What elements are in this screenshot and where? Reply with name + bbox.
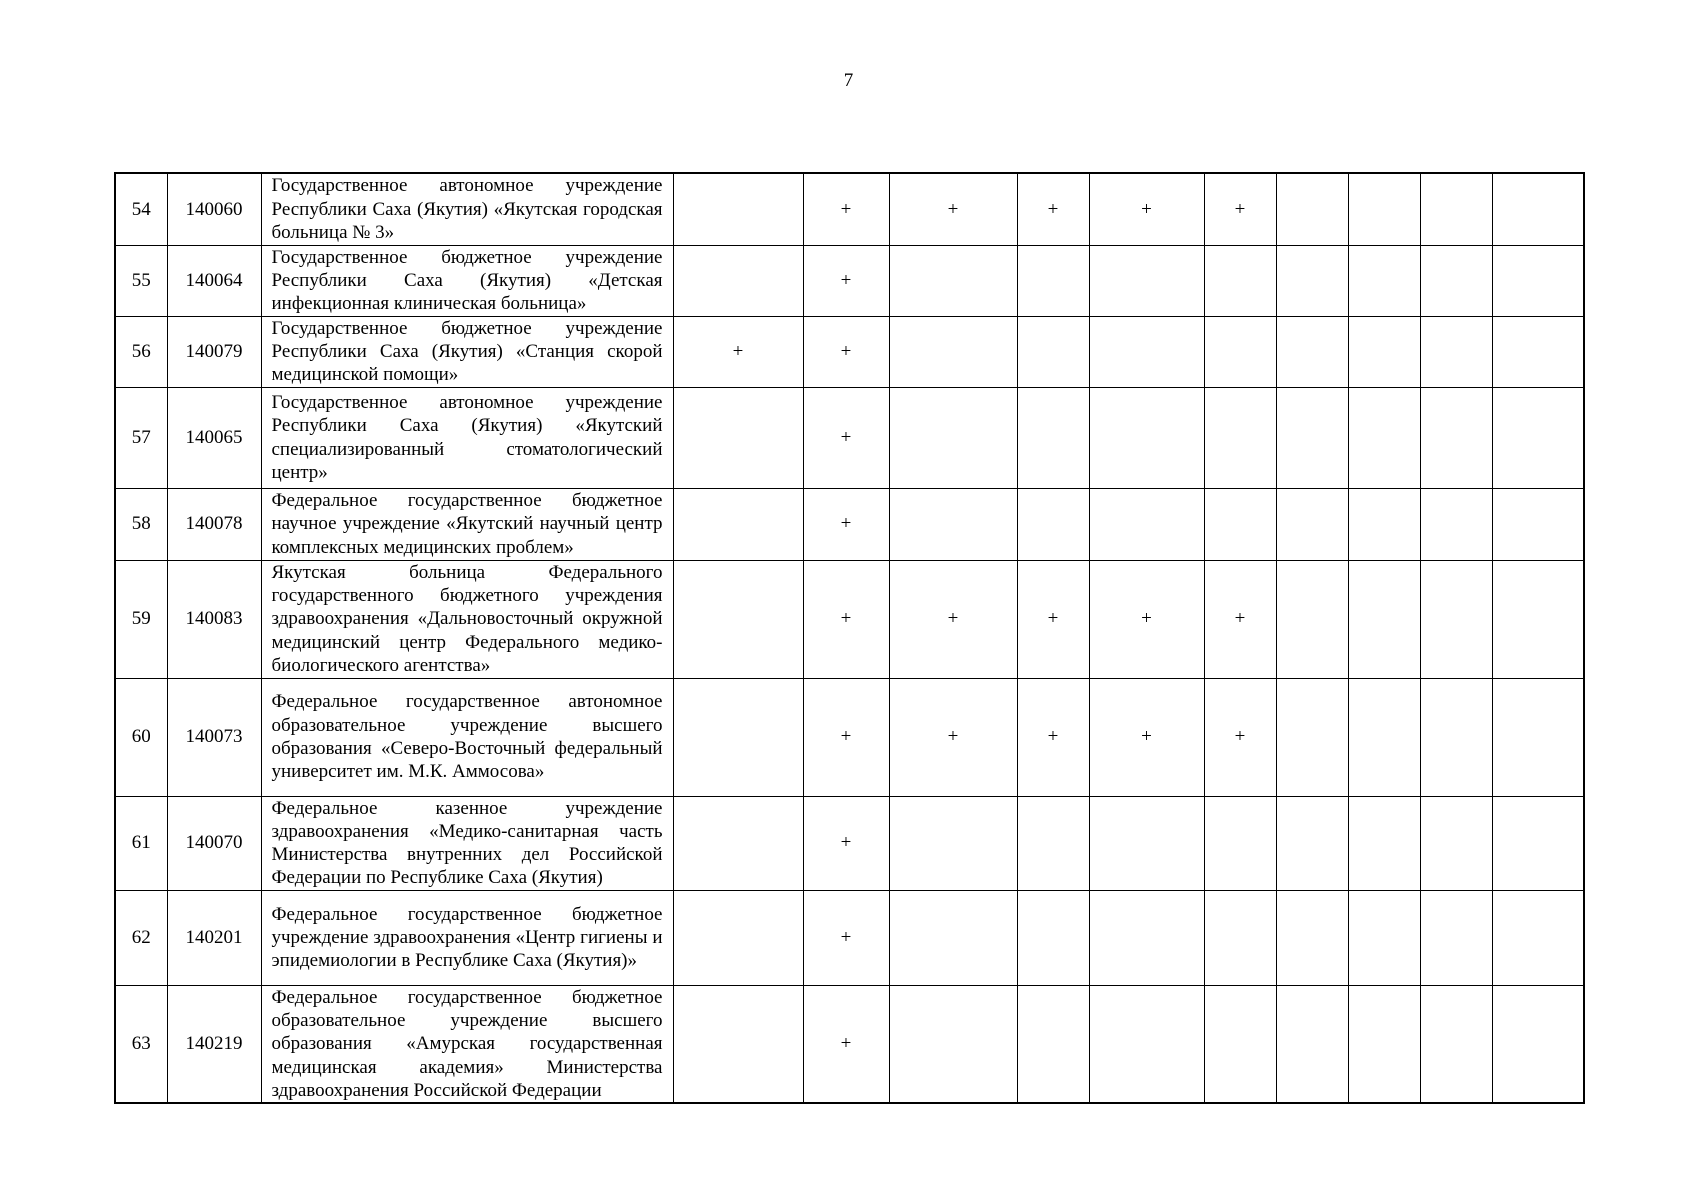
mark-cell [1348,316,1420,387]
mark-cell [1348,560,1420,678]
mark-cell [1204,488,1276,560]
mark-cell: + [1017,560,1089,678]
table-row [115,678,1584,796]
mark-cell: + [889,678,1017,796]
mark-cell [1492,560,1584,678]
mark-cell [1420,890,1492,985]
mark-cell [673,387,803,488]
mark-cell [1492,387,1584,488]
mark-cell: + [1204,678,1276,796]
organization-code: 140073 [167,678,261,796]
mark-cell [1276,890,1348,985]
mark-cell: + [1089,678,1204,796]
mark-cell [1420,316,1492,387]
mark-cell [673,560,803,678]
table-row [115,488,1584,560]
mark-cell [1420,985,1492,1103]
table-body [115,173,1584,1103]
table-row [115,173,1584,245]
mark-cell [1420,488,1492,560]
organization-name: Государственное бюджетное учреждение Республики Саха (Якутия) «Станция скорой медицинской помощи» [261,316,673,387]
mark-cell: + [673,316,803,387]
mark-cell [1017,985,1089,1103]
mark-cell [889,890,1017,985]
organization-code: 140219 [167,985,261,1103]
mark-cell [1492,890,1584,985]
organization-code: 140060 [167,173,261,245]
mark-cell [673,245,803,316]
mark-cell [1089,387,1204,488]
organization-code: 140078 [167,488,261,560]
mark-cell [1276,796,1348,890]
mark-cell: + [1089,173,1204,245]
mark-cell [1276,173,1348,245]
organization-name: Государственное автономное учреждение Республики Саха (Якутия) «Якутская городская больница № 3» [261,173,673,245]
mark-cell [1492,488,1584,560]
mark-cell [1017,316,1089,387]
mark-cell [1420,796,1492,890]
organization-code: 140064 [167,245,261,316]
mark-cell: + [1017,173,1089,245]
mark-cell [889,245,1017,316]
mark-cell [1420,173,1492,245]
mark-cell [1017,890,1089,985]
mark-cell [889,796,1017,890]
organization-code: 140070 [167,796,261,890]
organization-code: 140201 [167,890,261,985]
mark-cell: + [889,173,1017,245]
mark-cell [1089,316,1204,387]
mark-cell [1089,245,1204,316]
mark-cell: + [889,560,1017,678]
mark-cell [1017,245,1089,316]
page-number: 7 [843,70,854,91]
mark-cell [889,488,1017,560]
mark-cell [1420,245,1492,316]
mark-cell [1089,796,1204,890]
row-number: 59 [115,560,167,678]
organization-name: Государственное бюджетное учреждение Республики Саха (Якутия) «Детская инфекционная клиническая больница» [261,245,673,316]
table-row [115,316,1584,387]
mark-cell: + [1204,173,1276,245]
mark-cell [1492,678,1584,796]
organization-code: 140079 [167,316,261,387]
table-row [115,560,1584,678]
mark-cell: + [803,890,889,985]
mark-cell [1492,245,1584,316]
organization-name: Федеральное государственное бюджетное образовательное учреждение высшего образования «Амурская государственная медицинская академия» Министерства здравоохранения Российской Федерации [261,985,673,1103]
medical-organizations-table [114,172,1585,1104]
mark-cell: + [1204,560,1276,678]
mark-cell [1348,890,1420,985]
mark-cell: + [1017,678,1089,796]
table-row [115,890,1584,985]
mark-cell [1348,173,1420,245]
mark-cell [673,890,803,985]
table-row [115,985,1584,1103]
mark-cell [1204,245,1276,316]
mark-cell [1348,985,1420,1103]
mark-cell [1017,488,1089,560]
mark-cell [1420,387,1492,488]
mark-cell [889,985,1017,1103]
mark-cell [673,678,803,796]
organization-name: Государственное автономное учреждение Республики Саха (Якутия) «Якутский специализированный стоматологический центр» [261,387,673,488]
mark-cell: + [1089,560,1204,678]
mark-cell [1276,985,1348,1103]
mark-cell [1348,678,1420,796]
mark-cell [1204,890,1276,985]
mark-cell [1348,488,1420,560]
mark-cell: + [803,387,889,488]
row-number: 57 [115,387,167,488]
mark-cell [1089,488,1204,560]
organization-code: 140083 [167,560,261,678]
mark-cell: + [803,985,889,1103]
organization-name: Якутская больница Федерального государственного бюджетного учреждения здравоохранения «Дальновосточный окружной медицинский центр Федерального медико-биологического агентства» [261,560,673,678]
mark-cell [1492,985,1584,1103]
organization-name: Федеральное государственное автономное образовательное учреждение высшего образования «Северо-Восточный федеральный университет им. М.К. Аммосова» [261,678,673,796]
mark-cell [1276,488,1348,560]
mark-cell [1204,985,1276,1103]
mark-cell: + [803,316,889,387]
table-row [115,245,1584,316]
row-number: 63 [115,985,167,1103]
mark-cell [1348,387,1420,488]
mark-cell [1204,387,1276,488]
organization-code: 140065 [167,387,261,488]
organization-name: Федеральное казенное учреждение здравоохранения «Медико-санитарная часть Министерства внутренних дел Российской Федерации по Республике Саха (Якутия) [261,796,673,890]
mark-cell: + [803,560,889,678]
mark-cell [1276,678,1348,796]
mark-cell [1276,387,1348,488]
mark-cell [673,488,803,560]
row-number: 58 [115,488,167,560]
mark-cell [1276,316,1348,387]
mark-cell [1276,560,1348,678]
mark-cell [1017,387,1089,488]
mark-cell [673,173,803,245]
mark-cell [1348,796,1420,890]
row-number: 60 [115,678,167,796]
mark-cell [1492,796,1584,890]
mark-cell [1420,678,1492,796]
row-number: 54 [115,173,167,245]
mark-cell [1492,316,1584,387]
table-row [115,387,1584,488]
mark-cell: + [803,173,889,245]
table-row [115,796,1584,890]
mark-cell: + [803,678,889,796]
row-number: 55 [115,245,167,316]
mark-cell [1204,316,1276,387]
mark-cell [889,316,1017,387]
mark-cell [1089,890,1204,985]
row-number: 56 [115,316,167,387]
mark-cell [889,387,1017,488]
mark-cell [1276,245,1348,316]
mark-cell [1089,985,1204,1103]
mark-cell [673,796,803,890]
mark-cell [1492,173,1584,245]
row-number: 61 [115,796,167,890]
mark-cell: + [803,245,889,316]
organization-name: Федеральное государственное бюджетное научное учреждение «Якутский научный центр комплексных медицинских проблем» [261,488,673,560]
mark-cell [1017,796,1089,890]
mark-cell [1420,560,1492,678]
mark-cell: + [803,796,889,890]
mark-cell [1348,245,1420,316]
row-number: 62 [115,890,167,985]
mark-cell [673,985,803,1103]
mark-cell [1204,796,1276,890]
mark-cell: + [803,488,889,560]
organization-name: Федеральное государственное бюджетное учреждение здравоохранения «Центр гигиены и эпидемиологии в Республике Саха (Якутия)» [261,890,673,985]
